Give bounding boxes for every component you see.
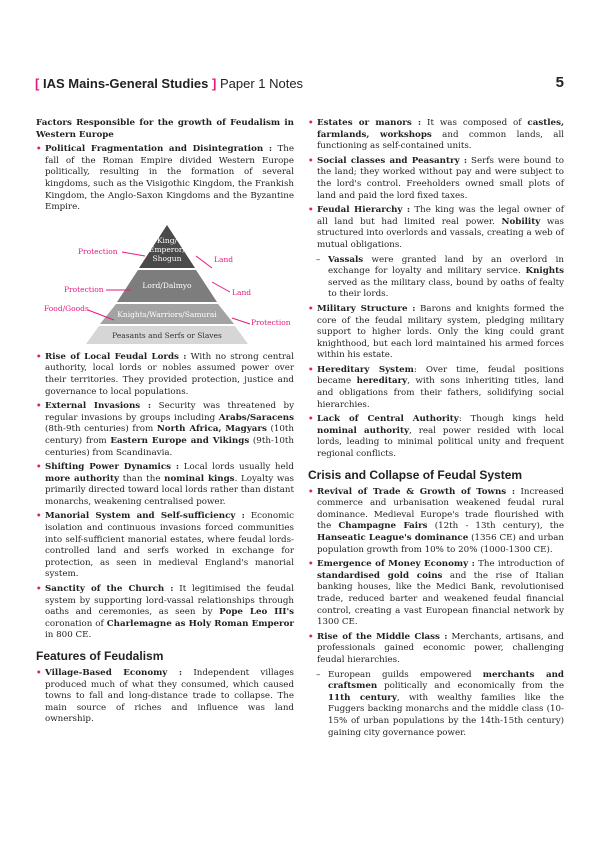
bullet-manorial-system: • Manorial System and Self-sufficiency : Economic isolation and continuous invasions forced communities into self-sufficient manorial estates, where feudal lords-controlled land and serfs worked in exchange for protection, as seen in medieval England's manorial system. bbox=[36, 511, 294, 581]
bullet-military-structure: • Military Structure : Barons and knights formed the core of the feudal military system, pledging military support to higher lords. Only the king could grant knighthood, but each lord maintained his armed forces within his estate. bbox=[308, 304, 564, 362]
bullet-hereditary-system: • Hereditary System: Over time, feudal positions became hereditary, with sons inheriting titles, land and obligations from their fathers, solidifying social hierarchies. bbox=[308, 365, 564, 411]
bullet-shifting-power: • Shifting Power Dynamics : Local lords usually held more authority than the nominal kings. Loyalty was primarily directed toward local lords rather than distant monarchs, weakening centralised power. bbox=[36, 462, 294, 508]
bullet-social-classes: • Social classes and Peasantry : Serfs were bound to the land; they worked without pay and were subject to the lord's control. Freeholders owned small plots of land and paid the lord fixed taxes. bbox=[308, 156, 564, 202]
factors-heading: Factors Responsible for the growth of Feudalism in Western Europe bbox=[36, 118, 294, 140]
bullet-estates-manors: • Estates or manors : It was composed of castles, farmlands, workshops and common lands, all functioning as self-contained units. bbox=[308, 118, 564, 153]
bullet-revival-trade: • Revival of Trade & Growth of Towns : Increased commerce and urbanisation weakened feudal rural dominance. Medieval Europe's trade flourished with the Champagne Fairs (12th - 13th century), the Hanseatic League's dominance (1356 CE) and urban population growth from 10% to 20% (1000-1300 CE). bbox=[308, 487, 564, 557]
bullet-political-fragmentation: • Political Fragmentation and Disintegration : The fall of the Roman Empire divided Western Europe politically, resulting in the formation of several kingdoms, such as the Visigothic Kingdom, the Frankish Kingdom, the Anglo-Saxon Kingdoms and the Byzantine Empire. bbox=[36, 144, 294, 214]
bullet-village-economy: • Village-Based Economy : Independent villages produced much of what they consumed, which caused towns to fall and long-distance trade to collapse. The main source of riches and influence was land ownership. bbox=[36, 668, 294, 726]
bullet-lack-central-authority: • Lack of Central Authority: Though kings held nominal authority, real power resided with local lords, leading to minimal political unity and frequent regional conflicts. bbox=[308, 414, 564, 460]
tier-label-knights: Knights/Warriors/Samurai bbox=[117, 309, 217, 319]
bullet-feudal-hierarchy: • Feudal Hierarchy : The king was the legal owner of all land but had limited real power. Nobility was structured into overlords and vassals, creating a web of mutual obligations. bbox=[308, 205, 564, 251]
section-heading-crisis: Crisis and Collapse of Feudal System bbox=[308, 467, 523, 482]
arrow-land-1 bbox=[196, 256, 212, 268]
tier-label-peasants: Peasants and Serfs or Slaves bbox=[112, 330, 222, 340]
arrow-protection-1 bbox=[122, 252, 145, 256]
header-brand: [ IAS Mains-General Studies ] Paper 1 Notes bbox=[35, 76, 304, 91]
arrow-land-2 bbox=[212, 282, 230, 292]
arrow-protection-3 bbox=[232, 318, 250, 324]
header-subtitle: Paper 1 Notes bbox=[219, 76, 304, 91]
bullet-rise-local-lords: • Rise of Local Feudal Lords : With no strong central authority, local lords or nobles assumed power over their territories. They provided protection, justice and governance to local populations. bbox=[36, 352, 294, 398]
label-protection-3: Protection bbox=[251, 317, 291, 327]
page-number: 5 bbox=[555, 74, 564, 91]
feudal-pyramid-diagram bbox=[36, 220, 294, 344]
label-protection-1: Protection bbox=[78, 246, 118, 256]
tier-label-king: King/ Emperor/ Shogun bbox=[148, 235, 186, 263]
brand-text: IAS Mains-General Studies bbox=[42, 76, 209, 91]
bullet-money-economy: • Emergence of Money Economy : The introduction of standardised gold coins and the rise of Italian banking houses, like the Medici Bank, revolutionised trade, reduced barter and weakened feudal financial control, creating a vast European financial network by 1300 CE. bbox=[308, 559, 564, 629]
label-land-2: Land bbox=[232, 287, 252, 297]
page-header bbox=[35, 74, 564, 98]
subbullet-european-guilds: – European guilds empowered merchants and craftsmen politically and economically from the 11th century, with wealthy families like the Fuggers backing monarchs and the middle class (10-15% of urban populations by the 14th-15th century) gaining city governance power. bbox=[308, 670, 564, 740]
label-land-1: Land bbox=[214, 254, 234, 264]
label-protection-2: Protection bbox=[64, 284, 104, 294]
bullet-external-invasions: • External Invasions : Security was threatened by regular invasions by groups including Arabs/Saracens (8th-9th centuries) from North Africa, Magyars (10th century) from Eastern Europe and Vikings (9th-10th centuries) from Scandinavia. bbox=[36, 401, 294, 459]
subbullet-vassals: – Vassals were granted land by an overlord in exchange for loyalty and military service. Knights served as the military class, bound by oaths of fealty to their lords. bbox=[308, 255, 564, 301]
bullet-sanctity-church: • Sanctity of the Church : It legitimised the feudal system by supporting lord-vassal relationships through oaths and ceremonies, as seen by Pope Leo III's coronation of Charlemagne as Holy Roman Emperor in 800 CE. bbox=[36, 584, 294, 642]
label-food-goods: Food/Goods bbox=[44, 303, 89, 313]
left-column bbox=[36, 118, 294, 729]
bullet-middle-class: • Rise of the Middle Class : Merchants, artisans, and professionals gained economic power, challenging feudal hierarchies. bbox=[308, 632, 564, 667]
section-heading-features: Features of Feudalism bbox=[36, 649, 164, 663]
tier-label-lord: Lord/Dalmyo bbox=[142, 280, 192, 290]
right-column bbox=[308, 118, 564, 742]
